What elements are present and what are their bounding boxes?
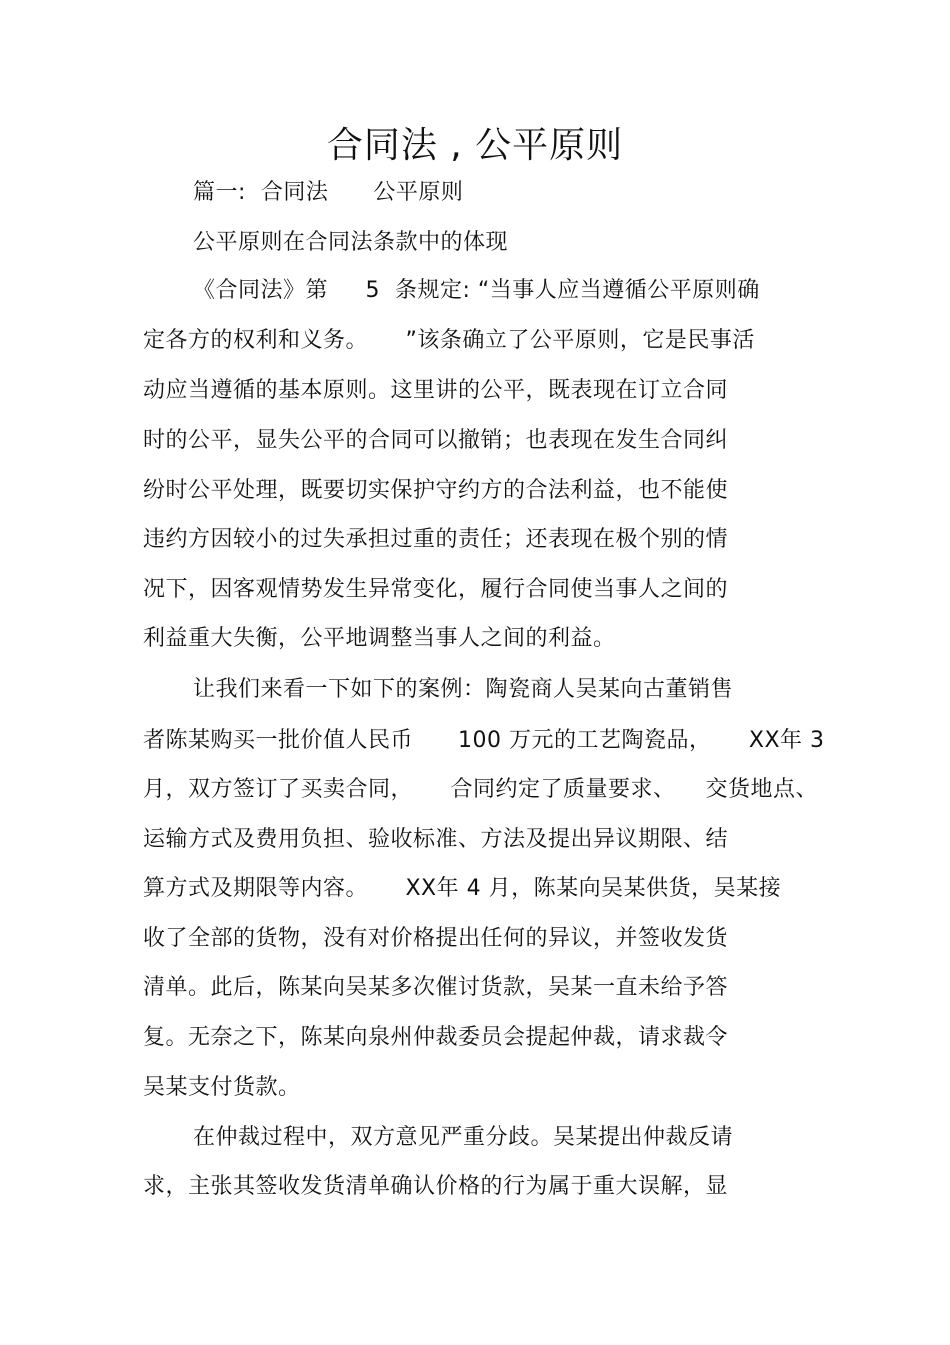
text-line: 月，双方签订了买卖合同， 合同约定了质量要求、 交货地点、 xyxy=(143,777,818,802)
document-title: 合同法 , 公平原则 xyxy=(326,125,624,166)
text-line: 清单。此后，陈某向吴某多次催讨货款，吴某一直未给予答 xyxy=(143,975,729,1000)
text-line: 求，主张其签收发货清单确认价格的行为属于重大误解，显 xyxy=(143,1174,729,1199)
text-line: 算方式及期限等内容。 XX年 4 月，陈某向吴某供货，吴某接 xyxy=(143,876,782,901)
text-line-section-heading: 篇一: 合同法 公平原则 xyxy=(193,180,464,205)
text-line: 时的公平，显失公平的合同可以撤销；也表现在发生合同纠 xyxy=(143,428,729,453)
text-line: 收了全部的货物，没有对价格提出任何的异议，并签收发货 xyxy=(143,926,729,951)
text-line: 吴某支付货款。 xyxy=(143,1075,301,1100)
text-line: 让我们来看一下如下的案例：陶瓷商人吴某向古董销售 xyxy=(193,677,734,702)
text-line: 况下，因客观情势发生异常变化，履行合同使当事人之间的 xyxy=(143,577,729,602)
text-line: 利益重大失衡，公平地调整当事人之间的利益。 xyxy=(143,626,616,651)
text-line: 运输方式及费用负担、验收标准、方法及提出异议期限、结 xyxy=(143,827,729,852)
text-line: 定各方的权利和义务。 ”该条确立了公平原则，它是民事活 xyxy=(143,328,755,353)
text-line: 纷时公平处理，既要切实保护守约方的合法利益，也不能使 xyxy=(143,478,729,503)
text-line-subheading: 公平原则在合同法条款中的体现 xyxy=(193,230,509,255)
text-line: 动应当遵循的基本原则。这里讲的公平，既表现在订立合同 xyxy=(143,378,729,403)
text-line: 在仲裁过程中，双方意见严重分歧。吴某提出仲裁反请 xyxy=(193,1125,734,1150)
text-line: 违约方因较小的过失承担过重的责任；还表现在极个别的情 xyxy=(143,527,729,552)
text-line: 复。无奈之下，陈某向泉州仲裁委员会提起仲裁，请求裁令 xyxy=(143,1025,729,1050)
text-line: 《合同法》第 5 条规定: “当事人应当遵循公平原则确 xyxy=(193,278,760,303)
text-line: 者陈某购买一批价值人民币 100 万元的工艺陶瓷品， XX年 3 xyxy=(143,728,825,753)
